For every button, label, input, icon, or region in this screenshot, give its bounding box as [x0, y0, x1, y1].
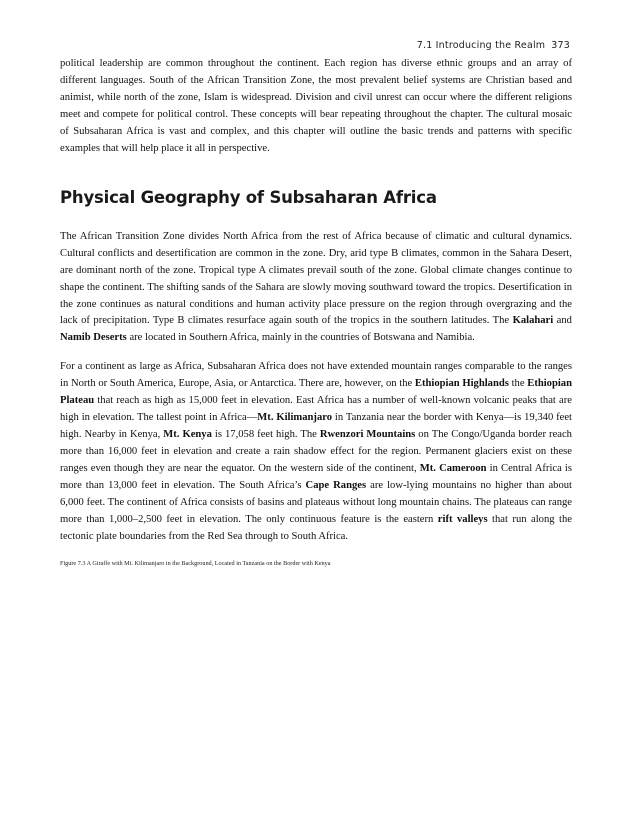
term-mt-cameroon: Mt. Cameroon	[419, 463, 487, 475]
mountains-text-1: For a continent as large as Africa, Subsaharan Africa does not have extended mountain ranges comparable to the ranges in North or South America, Europe, Asia, or Antarctica. There are, however, on the	[60, 361, 572, 390]
term-ethiopian-highlands: Ethiopian Highlands	[414, 378, 509, 390]
mountains-text-5: is 17,058 feet high. The	[211, 429, 320, 441]
section-heading: Physical Geography of Subsaharan Africa	[60, 187, 437, 207]
term-mt-kilimanjaro: Mt. Kilimanjaro	[257, 412, 333, 424]
page-body	[60, 56, 572, 567]
term-kalahari: Kalahari	[512, 315, 554, 327]
term-namib-deserts: Namib Deserts	[60, 332, 127, 344]
running-header	[417, 40, 570, 51]
mountains-text-2: the	[508, 378, 528, 390]
climate-paragraph	[60, 229, 572, 348]
climate-text-1: The African Transition Zone divides North Africa from the rest of Africa because of climatic and cultural dynamics. Cultural conflicts and desertification are common in the zone. Dry, arid type B climates, common in the Sahara Desert, are dominant north of the zone. Tropical type A climates prevail south of the zone. Global climate changes continue to shape the continent. The shifting sands of the Sahara are slowly moving southward toward the tropics. Desertification in the zone continues as natural conditions and human activity place pressure on the region through overgrazing and the lack of precipitation. Type B climates resurface again south of the tropics in the southern latitudes. The	[60, 230, 572, 327]
term-ethiopian-plateau: Ethiopian Plateau	[60, 378, 572, 407]
climate-text-and: and	[553, 315, 572, 327]
mountains-text-8: are low-lying mountains no higher than about 6,000 feet. The continent of Africa consists of basins and plateaus without long mountain chains. The plateaus can range more than 1,000–2,500 feet in elevation. The only continuous feature is the eastern	[60, 480, 573, 525]
mountains-text-9: that run along the tectonic plate boundaries from the Red Sea through to South Africa.	[60, 513, 572, 542]
page-number: 373	[551, 40, 570, 51]
mountains-text-4: in Tanzania near the border with Kenya—is 19,340 feet high. Nearby in Kenya,	[60, 412, 572, 441]
intro-paragraph: political leadership are common throughout the continent. Each region has diverse ethnic groups and an array of different languages. South of the African Transition Zone, the most prevalent belief systems are Christian based and animist, while north of the zone, Islam is widespread. Division and civil unrest can occur where the different religions meet and compete for political control. These concepts will bear repeating throughout the chapter. The cultural mosaic of Subsaharan Africa is vast and complex, and this chapter will outline the basic trends and patterns with specific examples that will help place it all in perspective.	[60, 58, 572, 154]
term-mt-kenya: Mt. Kenya	[163, 429, 212, 441]
mountains-paragraph	[60, 359, 572, 545]
term-cape-ranges: Cape Ranges	[305, 480, 367, 492]
mountains-text-3: that reach as high as 15,000 feet in elevation. East Africa has a number of well-known volcanic peaks that are high in elevation. The tallest point in Africa—	[60, 395, 572, 424]
climate-text-2: are located in Southern Africa, mainly in the countries of Botswana and Namibia.	[126, 332, 475, 344]
figure-caption: Figure 7.3 A Giraffe with Mt. Kilimanjaro in the Background, Located in Tanzania on the Border with Kenya	[60, 559, 331, 567]
term-rift-valleys: rift valleys	[437, 513, 488, 525]
term-rwenzori-mountains: Rwenzori Mountains	[319, 429, 416, 441]
mountains-text-6: on The Congo/Uganda border reach more than 16,000 feet in elevation and create a rain shadow effect for the region. Permanent glaciers exist on these ranges even though they are near the equator. On the western side of the continent,	[60, 429, 572, 475]
mountains-text-7: in Central Africa is more than 13,000 feet in elevation. The South Africa’s	[60, 463, 572, 492]
header-section-title: 7.1 Introducing the Realm	[416, 40, 546, 51]
